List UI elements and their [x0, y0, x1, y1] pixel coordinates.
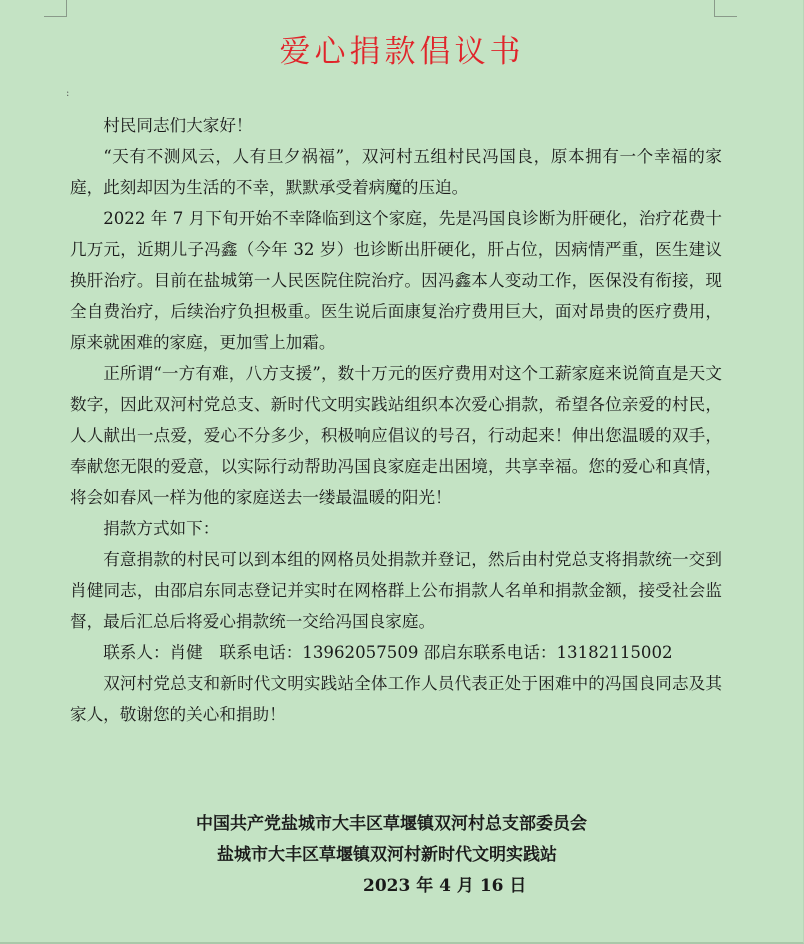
crop-mark-top-left: [44, 0, 67, 17]
paragraph-intro: “天有不测风云，人有旦夕祸福”，双河村五组村民冯国良，原本拥有一个幸福的家庭，此刻却因为生活的不幸，默默承受着病魔的压迫。: [70, 147, 722, 197]
paragraph-method-heading: 捐款方式如下：: [103, 519, 220, 538]
stray-mark: :: [66, 88, 70, 99]
signature-org-station: 盐城市大丰区草堰镇双河村新时代文明实践站: [217, 845, 557, 865]
paragraph-contacts: 联系人：肖健 联系电话：13962057509 邵启东联系电话：13182115002: [103, 643, 673, 662]
crop-mark-top-right: [714, 0, 737, 17]
paragraph-method: 有意捐款的村民可以到本组的网格员处捐款并登记，然后由村党总支将捐款统一交到肖健同志，由邵启东同志登记并实时在网格群上公布捐款人名单和捐款金额，接受社会监督，最后汇总后将爱心捐款统一交给冯国良家庭。: [70, 550, 722, 631]
salutation: 村民同志们大家好！: [103, 116, 253, 135]
paragraph-situation: 2022 年 7 月下旬开始不幸降临到这个家庭，先是冯国良诊断为肝硬化，治疗花费十几万元，近期儿子冯鑫（今年 32 岁）也诊断出肝硬化，肝占位，因病情严重，医生建议换肝治疗。目前在盐城第一人民医院住院治疗。因冯鑫本人变动工作，医保没有衔接，现全自费治疗，后续治疗负担极重。医生说后面康复治疗费用巨大，面对昂贵的医疗费用，原来就困难的家庭，更加雪上加霜。: [70, 209, 722, 352]
document-body: [70, 110, 722, 730]
paragraph-appeal: 正所谓“一方有难，八方支援”，数十万元的医疗费用对这个工薪家庭来说简直是天文数字，因此双河村党总支、新时代文明实践站组织本次爱心捐款，希望各位亲爱的村民，人人献出一点爱，爱心不分多少，积极响应倡议的号召，行动起来！伸出您温暖的双手，奉献您无限的爱意，以实际行动帮助冯国良家庭走出困境，共享幸福。您的爱心和真情，将会如春风一样为他的家庭送去一缕最温暖的阳光！: [70, 364, 722, 507]
signature-org-party: 中国共产党盐城市大丰区草堰镇双河村总支部委员会: [196, 814, 587, 834]
document-title: 爱心捐款倡议书: [279, 34, 525, 70]
signature-date: 2023 年 4 月 16 日: [363, 876, 527, 896]
paragraph-thanks: 双河村党总支和新时代文明实践站全体工作人员代表正处于困难中的冯国良同志及其家人，敬谢您的关心和捐助！: [70, 674, 722, 724]
